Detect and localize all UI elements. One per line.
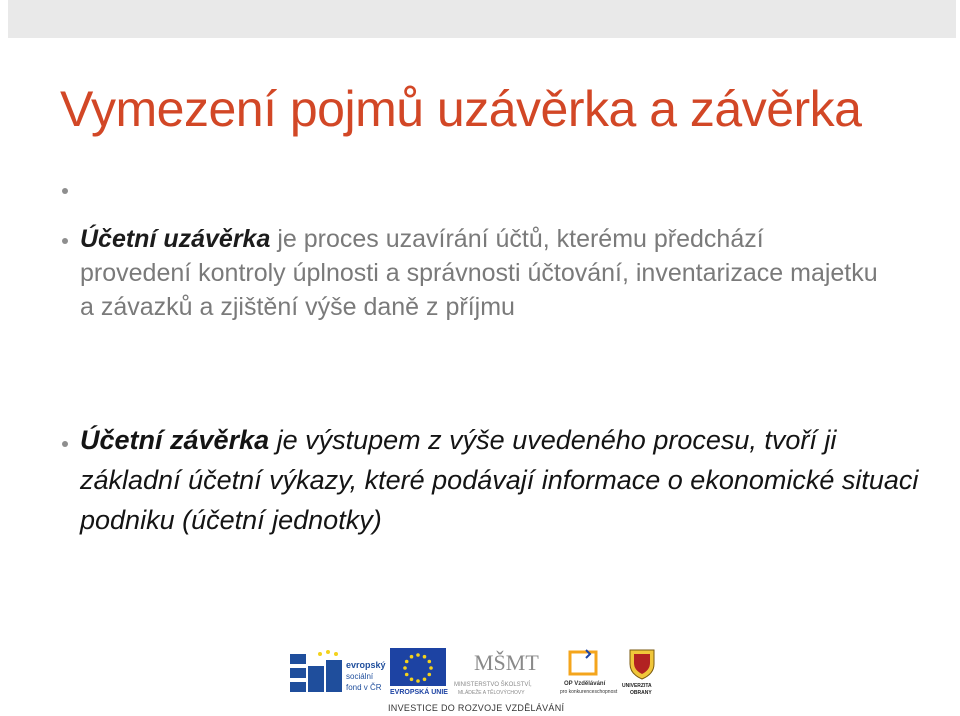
esf-text-3: fond v ČR: [346, 683, 382, 692]
msmt-text-2: MLÁDEŽE A TĚLOVÝCHOVY: [458, 690, 525, 696]
bullet-dot: [62, 441, 68, 447]
esf-logo: [290, 648, 386, 698]
uni-text-2: OBRANY: [630, 690, 652, 696]
esf-mark-icon: [290, 648, 346, 698]
msmt-logo: [454, 646, 554, 702]
bullet-item: [80, 420, 940, 540]
uni-text-1: UNIVERZITA: [622, 683, 652, 689]
op-text-2: pro konkurenceschopnost: [560, 689, 618, 695]
op-mark-icon: [560, 648, 620, 678]
eu-flag-icon: [390, 648, 446, 686]
top-band: [8, 0, 956, 38]
bullet-lead: Účetní uzávěrka: [80, 225, 271, 253]
eu-logo: [390, 648, 446, 702]
eu-label: EVROPSKÁ UNIE: [390, 689, 448, 696]
bullet-text: je výstupem z výše uvedeného procesu, tvoří ji základní účetní výkazy, které podávají informace o ekonomické situaci podniku (účetní jednotky): [80, 425, 919, 535]
footer-caption: INVESTICE DO ROZVOJE VZDĚLÁVÁNÍ: [388, 703, 565, 713]
bullet-item: [80, 222, 880, 324]
university-logo: [622, 646, 662, 702]
esf-text-2: sociální: [346, 672, 374, 681]
op-text-1: OP Vzdělávání: [564, 681, 606, 687]
bullet-lead: Účetní závěrka: [80, 425, 270, 455]
op-logo: [560, 648, 620, 700]
empty-bullet: [62, 188, 68, 194]
crest-icon: [622, 646, 662, 680]
esf-text-1: evropský: [346, 660, 386, 670]
bullet-text: je proces uzavírání účtů, kterému předchází provedení kontroly úplnosti a správnosti účtování, inventarizace majetku a závazků a zjištění výše daně z příjmu: [80, 225, 878, 321]
msmt-mark: MŠMT: [474, 650, 539, 675]
slide-title: Vymezení pojmů uzávěrka a závěrka: [60, 81, 862, 137]
msmt-text-1: MINISTERSTVO ŠKOLSTVÍ,: [454, 682, 532, 688]
bullet-dot: [62, 238, 68, 244]
